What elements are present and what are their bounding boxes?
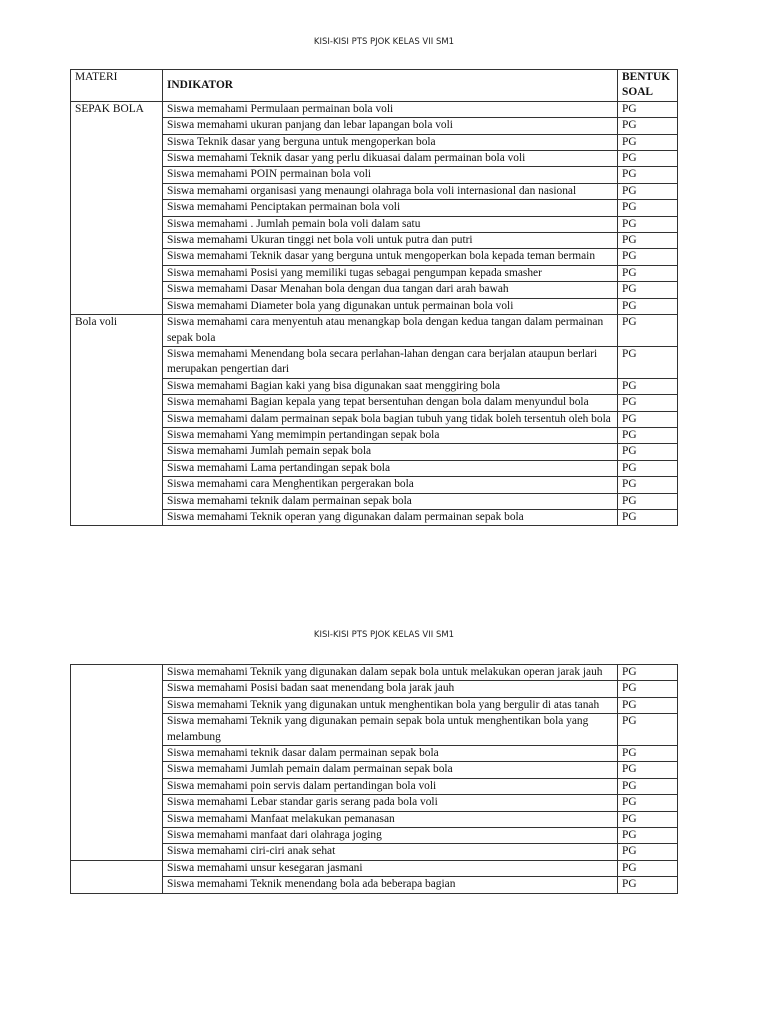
- page-title: KISI-KISI PTS PJOK KELAS VII SM1: [313, 37, 455, 47]
- bentuk-soal-cell: PG: [618, 249, 678, 265]
- indikator-cell: Siswa memahami Permulaan permainan bola voli: [163, 101, 618, 117]
- table-row: [71, 249, 678, 265]
- table-row: [71, 378, 678, 394]
- bentuk-soal-cell: PG: [618, 697, 678, 713]
- bentuk-soal-cell: PG: [618, 681, 678, 697]
- bentuk-soal-cell: PG: [618, 828, 678, 844]
- table-row: [71, 778, 678, 794]
- indikator-cell: Siswa memahami Teknik dasar yang perlu dikuasai dalam permainan bola voli: [163, 151, 618, 167]
- bentuk-soal-cell: PG: [618, 298, 678, 314]
- indikator-cell: Siswa memahami Posisi yang memiliki tugas sebagai pengumpan kepada smasher: [163, 265, 618, 281]
- indikator-cell: Siswa memahami cara Menghentikan pergerakan bola: [163, 477, 618, 493]
- materi-cell-empty: [71, 665, 163, 861]
- table-row: [71, 395, 678, 411]
- indikator-cell: Siswa memahami teknik dasar dalam permainan sepak bola: [163, 746, 618, 762]
- kisi-kisi-table-continued: [70, 664, 678, 894]
- table-row: [71, 427, 678, 443]
- table-row: [71, 101, 678, 117]
- bentuk-soal-cell: PG: [618, 509, 678, 525]
- indikator-cell: Siswa memahami Dasar Menahan bola dengan dua tangan dari arah bawah: [163, 282, 618, 298]
- indikator-cell: Siswa memahami manfaat dari olahraga joging: [163, 828, 618, 844]
- indikator-cell: Siswa memahami Jumlah pemain sepak bola: [163, 444, 618, 460]
- table-row: [71, 460, 678, 476]
- bentuk-soal-cell: PG: [618, 265, 678, 281]
- table-row: [71, 665, 678, 681]
- table-row: [71, 811, 678, 827]
- indikator-cell: Siswa memahami ukuran panjang dan lebar lapangan bola voli: [163, 118, 618, 134]
- indikator-cell: Siswa memahami Penciptakan permainan bola voli: [163, 200, 618, 216]
- indikator-cell: Siswa memahami Teknik yang digunakan pemain sepak bola untuk menghentikan bola yang melambung: [163, 714, 618, 746]
- bentuk-soal-cell: PG: [618, 444, 678, 460]
- bentuk-soal-cell: PG: [618, 714, 678, 746]
- materi-cell: SEPAK BOLA: [71, 101, 163, 314]
- indikator-cell: Siswa memahami ciri-ciri anak sehat: [163, 844, 618, 860]
- indikator-cell: Siswa memahami poin servis dalam pertandingan bola voli: [163, 778, 618, 794]
- materi-cell-empty: [71, 860, 163, 893]
- indikator-cell: Siswa memahami Teknik operan yang digunakan dalam permainan sepak bola: [163, 509, 618, 525]
- table-row: [71, 746, 678, 762]
- table-row: [71, 697, 678, 713]
- table-row: [71, 509, 678, 525]
- bentuk-soal-cell: PG: [618, 844, 678, 860]
- indikator-cell: Siswa memahami Posisi badan saat menendang bola jarak jauh: [163, 681, 618, 697]
- indikator-cell: Siswa memahami Jumlah pemain dalam permainan sepak bola: [163, 762, 618, 778]
- page-title-2: KISI-KISI PTS PJOK KELAS VII SM1: [313, 630, 455, 640]
- bentuk-soal-cell: PG: [618, 378, 678, 394]
- bentuk-soal-cell: PG: [618, 411, 678, 427]
- table-header-row: [71, 70, 678, 102]
- indikator-cell: Siswa memahami Yang memimpin pertandingan sepak bola: [163, 427, 618, 443]
- table-row: [71, 200, 678, 216]
- bentuk-soal-cell: PG: [618, 200, 678, 216]
- table-row: [71, 183, 678, 199]
- table-row: [71, 844, 678, 860]
- header-bentuk-soal: BENTUK SOAL: [618, 70, 678, 102]
- bentuk-soal-cell: PG: [618, 493, 678, 509]
- bentuk-soal-cell: PG: [618, 151, 678, 167]
- bentuk-soal-cell: PG: [618, 216, 678, 232]
- table-row: [71, 265, 678, 281]
- table-row: [71, 151, 678, 167]
- indikator-cell: Siswa memahami Teknik menendang bola ada beberapa bagian: [163, 877, 618, 893]
- indikator-cell: Siswa memahami Manfaat melakukan pemanasan: [163, 811, 618, 827]
- indikator-cell: Siswa memahami Bagian kepala yang tepat bersentuhan dengan bola dalam menyundul bola: [163, 395, 618, 411]
- indikator-cell: Siswa Teknik dasar yang berguna untuk mengoperkan bola: [163, 134, 618, 150]
- indikator-cell: Siswa memahami unsur kesegaran jasmani: [163, 860, 618, 876]
- kisi-kisi-table: [70, 69, 678, 526]
- bentuk-soal-cell: PG: [618, 877, 678, 893]
- table-row: [71, 762, 678, 778]
- bentuk-soal-cell: PG: [618, 811, 678, 827]
- indikator-cell: Siswa memahami Lebar standar garis serang pada bola voli: [163, 795, 618, 811]
- table-row: [71, 346, 678, 378]
- bentuk-soal-cell: PG: [618, 134, 678, 150]
- indikator-cell: Siswa memahami Teknik dasar yang berguna untuk mengoperkan bola kepada teman bermain: [163, 249, 618, 265]
- materi-cell: Bola voli: [71, 315, 163, 526]
- bentuk-soal-cell: PG: [618, 665, 678, 681]
- table-row: [71, 298, 678, 314]
- bentuk-soal-cell: PG: [618, 101, 678, 117]
- bentuk-soal-cell: PG: [618, 315, 678, 347]
- indikator-cell: Siswa memahami POIN permainan bola voli: [163, 167, 618, 183]
- table-row: [71, 444, 678, 460]
- table-row: [71, 282, 678, 298]
- table-row: [71, 493, 678, 509]
- indikator-cell: Siswa memahami Lama pertandingan sepak bola: [163, 460, 618, 476]
- table-row: [71, 877, 678, 893]
- bentuk-soal-cell: PG: [618, 395, 678, 411]
- indikator-cell: Siswa memahami cara menyentuh atau menangkap bola dengan kedua tangan dalam permainan sepak bola: [163, 315, 618, 347]
- table-row: [71, 118, 678, 134]
- bentuk-soal-cell: PG: [618, 860, 678, 876]
- table-row: [71, 714, 678, 746]
- bentuk-soal-cell: PG: [618, 460, 678, 476]
- bentuk-soal-cell: PG: [618, 795, 678, 811]
- bentuk-soal-cell: PG: [618, 762, 678, 778]
- bentuk-soal-cell: PG: [618, 427, 678, 443]
- table-row: [71, 216, 678, 232]
- indikator-cell: Siswa memahami . Jumlah pemain bola voli dalam satu: [163, 216, 618, 232]
- table-row: [71, 411, 678, 427]
- indikator-cell: Siswa memahami Ukuran tinggi net bola voli untuk putra dan putri: [163, 233, 618, 249]
- table-row: [71, 477, 678, 493]
- header-materi: MATERI: [71, 70, 163, 102]
- indikator-cell: Siswa memahami Teknik yang digunakan untuk menghentikan bola yang bergulir di atas tanah: [163, 697, 618, 713]
- indikator-cell: Siswa memahami Teknik yang digunakan dalam sepak bola untuk melakukan operan jarak jauh: [163, 665, 618, 681]
- table-row: [71, 860, 678, 876]
- bentuk-soal-cell: PG: [618, 118, 678, 134]
- bentuk-soal-cell: PG: [618, 346, 678, 378]
- indikator-cell: Siswa memahami dalam permainan sepak bola bagian tubuh yang tidak boleh tersentuh oleh bola: [163, 411, 618, 427]
- table-row: [71, 315, 678, 347]
- header-indikator: INDIKATOR: [163, 70, 618, 102]
- bentuk-soal-cell: PG: [618, 233, 678, 249]
- table-row: [71, 681, 678, 697]
- bentuk-soal-cell: PG: [618, 183, 678, 199]
- indikator-cell: Siswa memahami Menendang bola secara perlahan-lahan dengan cara berjalan ataupun berlari merupakan pengertian dari: [163, 346, 618, 378]
- indikator-cell: Siswa memahami Bagian kaki yang bisa digunakan saat menggiring bola: [163, 378, 618, 394]
- bentuk-soal-cell: PG: [618, 746, 678, 762]
- bentuk-soal-cell: PG: [618, 167, 678, 183]
- bentuk-soal-cell: PG: [618, 778, 678, 794]
- table-row: [71, 167, 678, 183]
- indikator-cell: Siswa memahami teknik dalam permainan sepak bola: [163, 493, 618, 509]
- table-row: [71, 233, 678, 249]
- indikator-cell: Siswa memahami Diameter bola yang digunakan untuk permainan bola voli: [163, 298, 618, 314]
- table-row: [71, 134, 678, 150]
- table-row: [71, 828, 678, 844]
- bentuk-soal-cell: PG: [618, 477, 678, 493]
- table-row: [71, 795, 678, 811]
- bentuk-soal-cell: PG: [618, 282, 678, 298]
- indikator-cell: Siswa memahami organisasi yang menaungi olahraga bola voli internasional dan nasional: [163, 183, 618, 199]
